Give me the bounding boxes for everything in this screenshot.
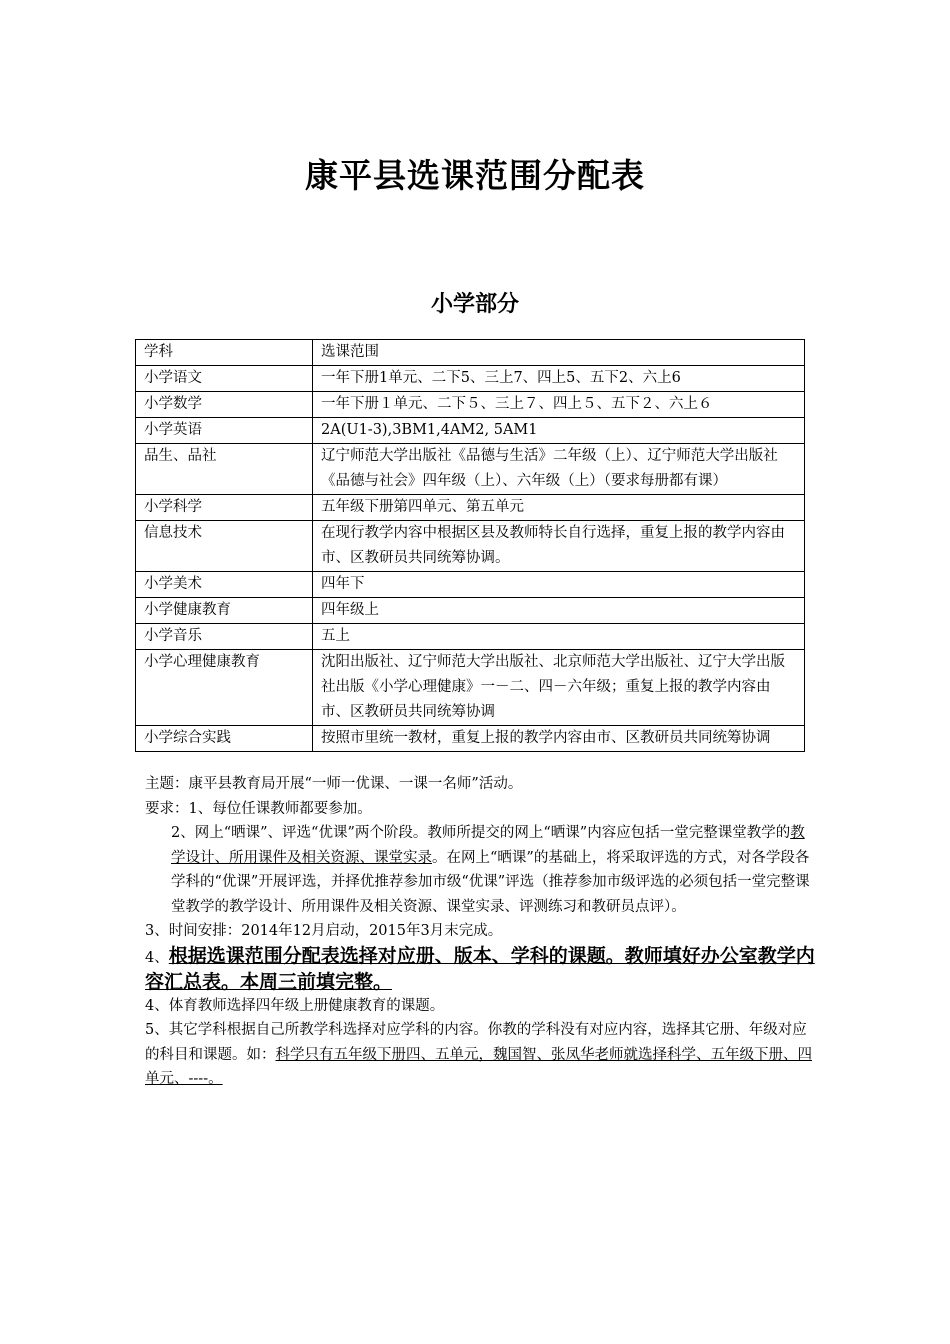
range-cell: 五年级下册第四单元、第五单元: [313, 495, 805, 521]
requirement-4-bold-text: 根据选课范围分配表选择对应册、版本、学科的课题。教师填好办公室教学内容汇总表。本周三前填完整。: [145, 944, 815, 993]
range-cell: 一年下册1单元、二下5、三上7、四上5、五下2、六上6: [313, 366, 805, 392]
subject-cell: 小学语文: [136, 366, 313, 392]
theme-text: 主题：康平县教育局开展“一师一优课、一课一名师”活动。: [145, 776, 523, 792]
table-row: [136, 624, 805, 650]
requirement-2-underlined: 教学设计、所用课件及相关资源、课堂实录: [171, 825, 805, 866]
requirement-5: [145, 1018, 815, 1092]
course-range-table: [135, 339, 805, 752]
subject-cell: 小学英语: [136, 418, 313, 444]
table-row: [136, 495, 805, 521]
requirement-4-emphasis: [145, 944, 815, 994]
subject-cell: 小学音乐: [136, 624, 313, 650]
range-cell: 按照市里统一教材，重复上报的教学内容由市、区教研员共同统筹协调: [313, 726, 805, 752]
subject-cell: 小学健康教育: [136, 598, 313, 624]
table-row: [136, 650, 805, 726]
range-cell: 辽宁师范大学出版社《品德与生活》二年级（上）、辽宁师范大学出版社《品德与社会》四年级（上）、六年级（上）（要求每册都有课）: [313, 444, 805, 495]
range-cell: 在现行教学内容中根据区县及教师特长自行选择，重复上报的教学内容由市、区教研员共同统筹协调。: [313, 521, 805, 572]
range-cell: 2A(U1-3),3BM1,4AM2, 5AM1: [313, 418, 805, 444]
subject-cell: 小学美术: [136, 572, 313, 598]
table-row: [136, 392, 805, 418]
requirement-2-text-b: 。在网上“晒课”的基础上，将采取评选的方式，对各学段各学科的“优课”开展评选，并择优推荐参加市级“优课”评选（推荐参加市级评选的必须包括一堂完整课堂教学的教学设计、所用课件及相关资源、课堂实录、评测练习和教研员点评）。: [171, 849, 810, 915]
requirement-2: [145, 821, 815, 919]
requirement-3: 3、时间安排：2014年12月启动，2015年3月末完成。: [145, 923, 503, 939]
subject-cell: 品生、品社: [136, 444, 313, 495]
document-title: 康平县选课范围分配表: [305, 156, 645, 195]
notes-section: [145, 772, 815, 1092]
subject-cell: 小学心理健康教育: [136, 650, 313, 726]
section-subtitle: 小学部分: [430, 292, 519, 317]
requirement-5-text: 5、其它学科根据自己所教学科选择对应学科的内容。你教的学科没有对应内容，选择其它册、年级对应的科目和课题。如：: [145, 1022, 807, 1063]
table-row: [136, 418, 805, 444]
range-cell: 五上: [313, 624, 805, 650]
header-subject: 学科: [136, 340, 313, 366]
table-header-row: [136, 340, 805, 366]
table-row: [136, 366, 805, 392]
requirement-2-text-a: 2、网上“晒课”、评选“优课”两个阶段。教师所提交的网上“晒课”内容应包括一堂完整课堂教学的: [171, 825, 791, 841]
header-range: 选课范围: [313, 340, 805, 366]
range-cell: 四年级上: [313, 598, 805, 624]
range-cell: 四年下: [313, 572, 805, 598]
subject-cell: 小学综合实践: [136, 726, 313, 752]
subject-cell: 信息技术: [136, 521, 313, 572]
range-cell: 一年下册１单元、二下５、三上７、四上５、五下２、六上６: [313, 392, 805, 418]
table-row: [136, 726, 805, 752]
subject-cell: 小学数学: [136, 392, 313, 418]
requirement-1: 要求：1、每位任课教师都要参加。: [145, 800, 372, 817]
subject-cell: 小学科学: [136, 495, 313, 521]
table-row: [136, 598, 805, 624]
requirement-4b: 4、体育教师选择四年级上册健康教育的课题。: [145, 997, 445, 1014]
table-row: [136, 521, 805, 572]
table-row: [136, 444, 805, 495]
table-row: [136, 572, 805, 598]
range-cell: 沈阳出版社、辽宁师范大学出版社、北京师范大学出版社、辽宁大学出版社出版《小学心理健康》一－二、四－六年级；重复上报的教学内容由市、区教研员共同统筹协调: [313, 650, 805, 726]
requirement-5-underlined: 科学只有五年级下册四、五单元，魏国智、张凤华老师就选择科学、五年级下册、四单元、----。: [145, 1046, 812, 1087]
requirement-4-number: 4、: [145, 949, 169, 966]
